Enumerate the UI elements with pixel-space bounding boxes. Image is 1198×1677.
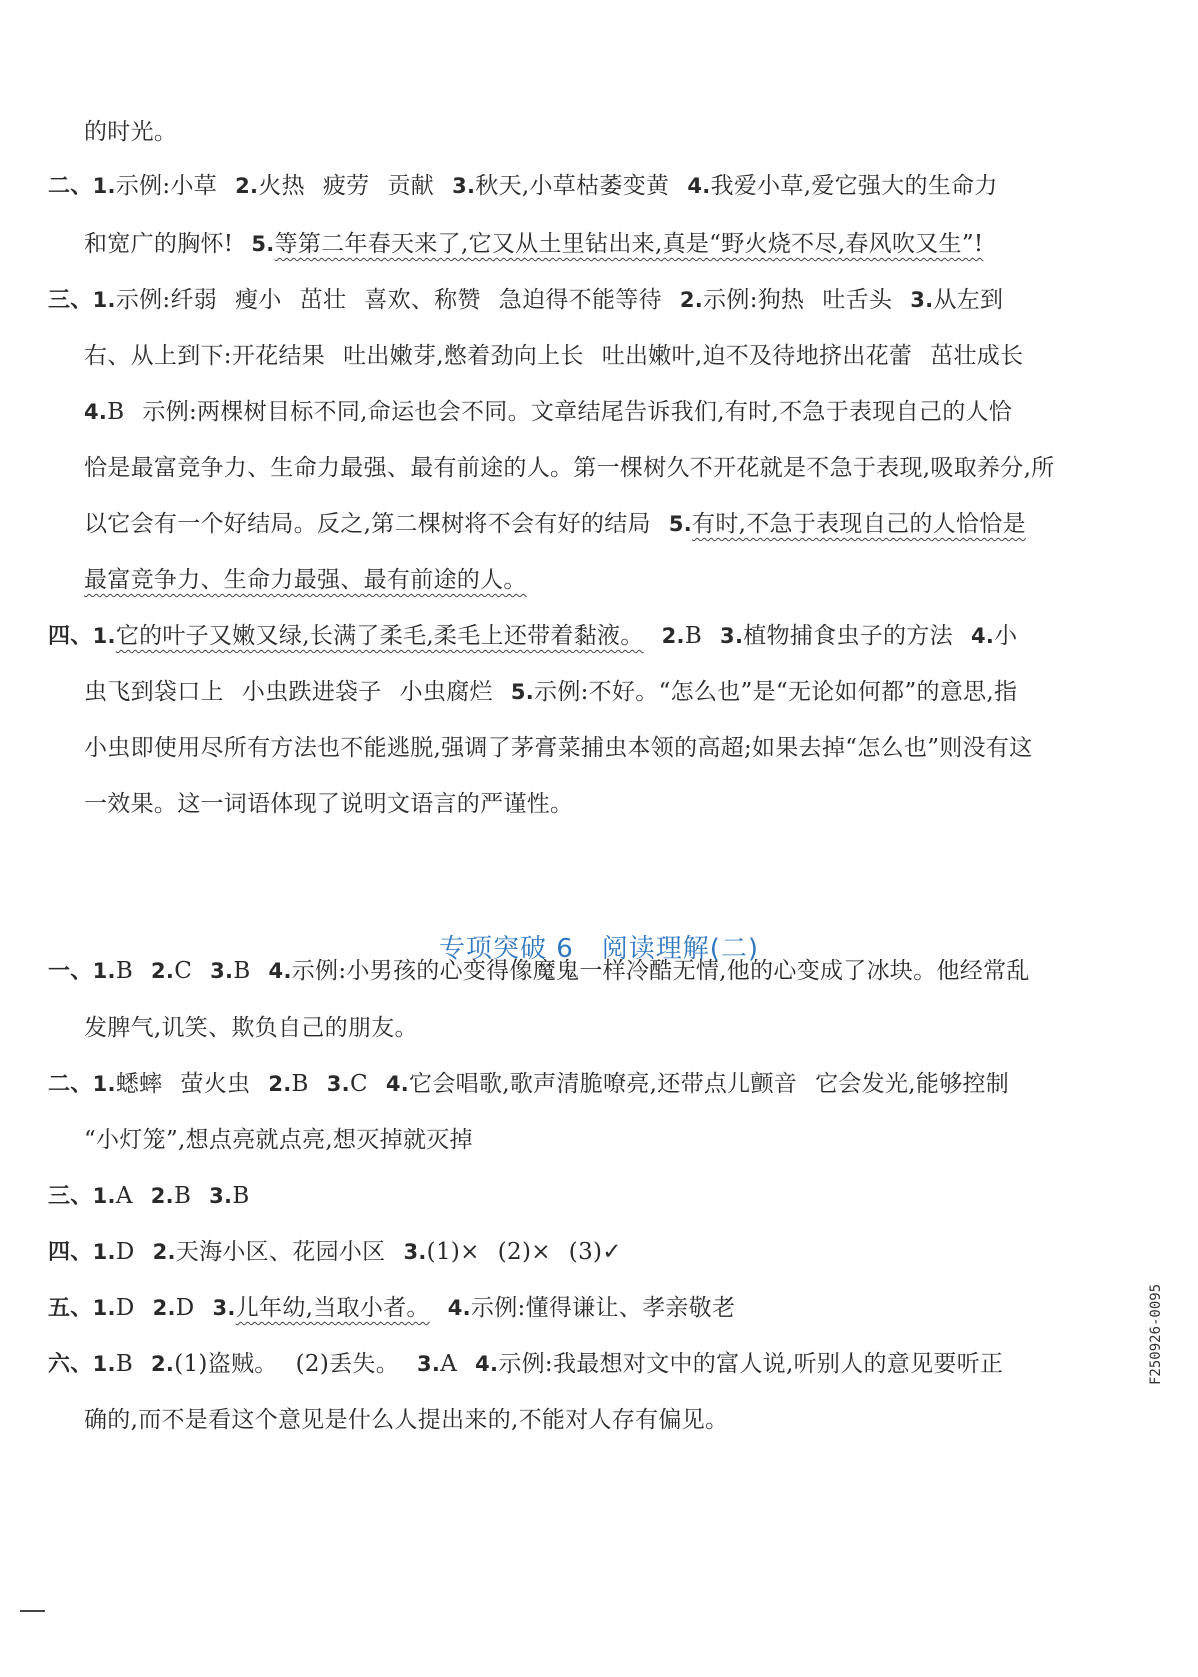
- question-number: 3.: [212, 1296, 236, 1320]
- answer-text: 示例:不好。“怎么也”是“无论如何都”的意思,指: [534, 679, 1018, 705]
- answer-text-underlined: 儿年幼,当取小者。: [235, 1295, 430, 1321]
- answer-text: 示例:我最想对文中的富人说,听别人的意见要听正: [498, 1351, 1004, 1377]
- answer-text: 小虫腐烂: [399, 679, 493, 705]
- answer-text: 火热: [258, 173, 305, 199]
- answer-text-underlined: 有时,不急于表现自己的人恰恰是: [692, 511, 1026, 537]
- answer-line: [48, 1068, 1009, 1101]
- question-number: 3.: [326, 1072, 350, 1096]
- answer-text: 植物捕食虫子的方法: [743, 623, 953, 649]
- answer-text: 急迫得不能等待: [498, 287, 662, 313]
- heading-label: 专项突破 6: [438, 934, 574, 964]
- question-number: 4.: [268, 959, 292, 983]
- answer-text-underlined: 最富竞争力、生命力最强、最有前途的人。: [84, 567, 527, 593]
- answer-text: B: [173, 1183, 192, 1209]
- answer-text: 示例:狗热: [703, 287, 805, 313]
- answer-line: [84, 228, 983, 260]
- question-number: 1.: [92, 174, 116, 198]
- answer-text: 贡献: [387, 173, 435, 199]
- section-number: 四、: [48, 624, 93, 649]
- answer-text: 示例:纤弱: [115, 287, 218, 313]
- question-number: 4.: [447, 1296, 471, 1320]
- answer-text-underlined: 它的叶子又嫩又绿,长满了柔毛,柔毛上还带着黏液。: [115, 623, 644, 649]
- answer-text: 吐舌头: [822, 287, 893, 313]
- answer-line: 恰是最富竞争力、生命力最强、最有前途的人。第一棵树久不开花就是不急于表现,吸取养分,所: [84, 455, 1055, 481]
- answer-text: A: [440, 1351, 458, 1377]
- question-number: 1.: [92, 959, 116, 983]
- answer-text: 吐出嫩芽,憋着劲向上长: [343, 343, 584, 369]
- question-number: 2.: [152, 1296, 176, 1320]
- answer-text: C: [349, 1071, 368, 1097]
- answer-text: 茁壮成长: [930, 343, 1024, 369]
- answer-text: 以它会有一个好结局。反之,第二棵树将不会有好的结局: [84, 511, 651, 537]
- section-number: 一、: [48, 959, 93, 984]
- question-number: 3.: [910, 288, 934, 312]
- answer-line: 一效果。这一词语体现了说明文语言的严谨性。: [84, 791, 574, 817]
- answer-text: C: [174, 958, 193, 984]
- answer-text: 茁壮: [299, 287, 347, 313]
- answer-line: “小灯笼”,想点亮就点亮,想灭掉就灭掉: [84, 1127, 473, 1153]
- question-number: 4.: [385, 1072, 410, 1096]
- question-number: 3.: [417, 1352, 441, 1376]
- answer-text: D: [115, 1295, 135, 1321]
- question-number: 2.: [150, 1184, 174, 1208]
- section-number: 五、: [48, 1296, 93, 1321]
- question-number: 2.: [235, 174, 259, 198]
- answer-line: [48, 1236, 622, 1269]
- answer-text: 示例:小草: [115, 173, 218, 199]
- answer-text: 小: [994, 623, 1018, 649]
- page-mark: [20, 1610, 45, 1612]
- question-number: 1.: [92, 1184, 116, 1208]
- question-number: 5.: [510, 680, 535, 704]
- answer-line: 发脾气,讥笑、欺负自己的朋友。: [84, 1015, 418, 1041]
- answer-text: (3)✓: [568, 1239, 622, 1265]
- question-number: 1.: [92, 1296, 116, 1320]
- answer-text: (1)盗贼。: [174, 1351, 278, 1377]
- question-number: 2.: [268, 1072, 292, 1096]
- question-number: 5.: [668, 512, 693, 536]
- answer-text: 右、从上到下:开花结果: [84, 343, 326, 369]
- section-number: 六、: [48, 1352, 93, 1377]
- answer-text: B: [291, 1071, 309, 1097]
- answer-text: 虫飞到袋口上: [84, 679, 224, 705]
- answer-text: B: [232, 1183, 250, 1209]
- question-number: 4.: [84, 400, 108, 424]
- question-number: 1.: [92, 1072, 116, 1096]
- answer-line: [48, 1292, 735, 1325]
- answer-text: 和宽广的胸怀!: [84, 231, 234, 257]
- answer-line: [84, 508, 1026, 540]
- question-number: 4.: [475, 1352, 499, 1376]
- answer-line: [48, 1180, 250, 1213]
- side-code: F250926-0095: [1148, 1283, 1164, 1385]
- answer-text: B: [115, 958, 134, 984]
- section-number: 三、: [48, 288, 93, 313]
- answer-text: D: [115, 1239, 135, 1265]
- heading-title: 阅读理解(二): [601, 934, 760, 964]
- answer-text: 它会唱歌,歌声清脆嘹亮,还带点儿颤音: [409, 1071, 798, 1097]
- question-number: 2.: [661, 624, 685, 648]
- answer-line: 小虫即使用尽所有方法也不能逃脱,强调了茅膏菜捕虫本领的高超;如果去掉“怎么也”则没有这: [84, 735, 1033, 761]
- question-number: 3.: [720, 624, 744, 648]
- answer-line: [84, 564, 527, 596]
- question-number: 1.: [92, 624, 116, 648]
- answer-line: [48, 284, 1003, 317]
- question-number: 5.: [251, 232, 275, 256]
- answer-text: (2)丢失。: [295, 1351, 399, 1377]
- answer-text: 秋天,小草枯萎变黄: [475, 173, 670, 199]
- answer-line: [48, 620, 1017, 653]
- section-number: 二、: [48, 1072, 93, 1097]
- question-number: 1.: [92, 1352, 116, 1376]
- answer-line: [84, 396, 1012, 428]
- question-number: 2.: [679, 288, 704, 312]
- answer-text: 示例:小男孩的心变得像魔鬼一样冷酷无情,他的心变成了冰块。他经常乱: [291, 958, 1030, 984]
- answer-text: B: [115, 1351, 134, 1377]
- answer-text: 喜欢、称赞: [364, 287, 481, 313]
- answer-text: 它会发光,能够控制: [815, 1071, 1010, 1097]
- question-number: 1.: [92, 1240, 116, 1264]
- answer-text: 我爱小草,爱它强大的生命力: [710, 173, 998, 199]
- question-number: 3.: [403, 1240, 427, 1264]
- answer-text: 疲劳: [322, 173, 370, 199]
- answer-text: A: [115, 1183, 133, 1209]
- answer-text: 小虫跌进袋子: [241, 679, 382, 705]
- answer-line: [84, 340, 1023, 372]
- answer-text: 瘦小: [235, 287, 282, 313]
- question-number: 3.: [210, 959, 234, 983]
- section-number: 三、: [48, 1184, 93, 1209]
- answer-text: 吐出嫩叶,迫不及待地挤出花蕾: [601, 343, 913, 369]
- intro-tail: 的时光。: [84, 119, 178, 145]
- answer-text: (1)×: [426, 1239, 480, 1265]
- question-number: 4.: [687, 174, 711, 198]
- question-number: 3.: [452, 174, 476, 198]
- answer-text: 天海小区、花园小区: [175, 1239, 386, 1265]
- question-number: 2.: [151, 1352, 175, 1376]
- answer-line: [48, 170, 998, 203]
- answer-text: 示例:两棵树目标不同,命运也会不同。文章结尾告诉我们,有时,不急于表现自己的人恰: [142, 399, 1013, 425]
- answer-text: 蟋蟀: [115, 1071, 163, 1097]
- section-number: 四、: [48, 1240, 93, 1265]
- question-number: 3.: [209, 1184, 233, 1208]
- answer-text: (2)×: [497, 1239, 551, 1265]
- section-number: 二、: [48, 174, 93, 199]
- answer-text: 从左到: [933, 287, 1004, 313]
- answer-text-underlined: 等第二年春天来了,它又从土里钻出来,真是“野火烧不尽,春风吹又生”!: [274, 231, 984, 257]
- answer-line: 确的,而不是看这个意见是什么人提出来的,不能对人存有偏见。: [84, 1407, 729, 1433]
- answer-text: B: [684, 623, 703, 649]
- question-number: 4.: [970, 624, 995, 648]
- answer-text: 示例:懂得谦让、孝亲敬老: [470, 1295, 736, 1321]
- answer-text: 萤火虫: [180, 1071, 251, 1097]
- question-number: 2.: [151, 959, 175, 983]
- question-number: 1.: [92, 288, 116, 312]
- answer-text: B: [107, 399, 125, 425]
- answer-line: [84, 676, 1017, 708]
- question-number: 2.: [152, 1240, 176, 1264]
- answer-text: D: [175, 1295, 195, 1321]
- answer-line: [48, 955, 1030, 988]
- answer-text: B: [233, 958, 251, 984]
- answer-line: [48, 1348, 1003, 1381]
